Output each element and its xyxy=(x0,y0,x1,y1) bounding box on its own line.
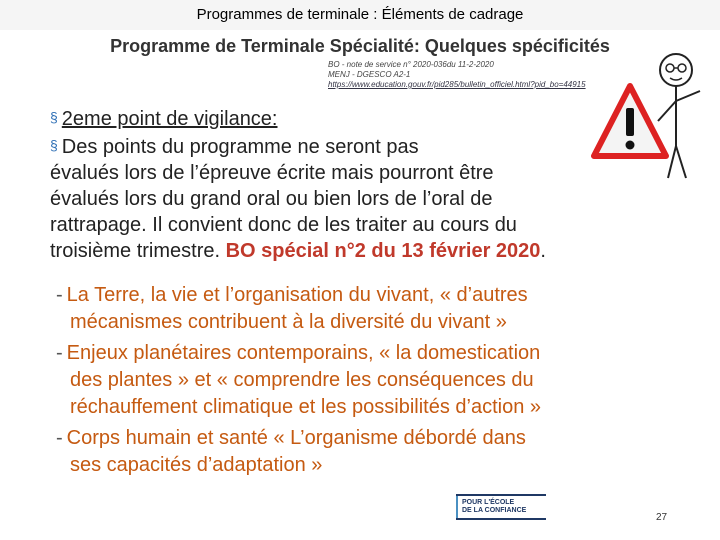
intro-line: évalués lors du grand oral ou bien lors de l’oral de xyxy=(50,188,493,210)
list-item xyxy=(56,282,686,336)
intro-first: Des points du programme ne seront pas xyxy=(61,136,419,158)
item-line: réchauffement climatique et les possibilités d’action » xyxy=(70,396,541,418)
theme-list xyxy=(56,278,686,479)
item-line: Corps humain et santé « L’organisme débordé dans xyxy=(66,427,526,449)
item-line: Enjeux planétaires contemporains, « la domestication xyxy=(66,342,541,364)
slide-title: Programme de Terminale Spécialité: Quelques spécificités xyxy=(110,36,610,56)
list-item xyxy=(56,425,686,479)
vigilance-heading xyxy=(50,104,680,132)
top-title-bar xyxy=(0,0,720,30)
intro-line: rattrapage. Il convient donc de les traiter au cours du xyxy=(50,214,517,236)
main-text-block xyxy=(50,104,680,264)
intro-last-prefix: troisième trimestre. xyxy=(50,240,221,262)
ecole-confiance-logo xyxy=(456,494,546,525)
bullet-square-icon: § xyxy=(50,109,58,125)
bo-reference-block xyxy=(328,60,598,90)
dash-marker: - xyxy=(56,427,63,449)
item-line: ses capacités d’adaptation » xyxy=(70,454,323,476)
item-line: mécanismes contribuent à la diversité du vivant » xyxy=(70,311,507,333)
reference-line-1: BO - note de service n° 2020-036du 11-2-2020 xyxy=(328,60,494,69)
bullet-square-icon: § xyxy=(50,137,58,153)
dash-marker: - xyxy=(56,342,63,364)
page-number: 27 xyxy=(656,512,668,523)
intro-last-line xyxy=(50,238,660,264)
intro-last-suffix: . xyxy=(540,240,546,262)
intro-line: évalués lors de l’épreuve écrite mais pourront être xyxy=(50,162,494,184)
dash-marker: - xyxy=(56,284,63,306)
top-title: Programmes de terminale : Éléments de cadrage xyxy=(196,6,524,23)
bo-reference-highlight: BO spécial n°2 du 13 février 2020 xyxy=(225,240,541,262)
intro-paragraph xyxy=(50,132,660,264)
item-line: La Terre, la vie et l’organisation du vivant, « d’autres xyxy=(66,284,528,306)
reference-link[interactable]: https://www.education.gouv.fr/pid285/bulletin_officiel.html?pid_bo=44915 xyxy=(328,80,586,89)
logo-line-2: DE LA CONFIANCE xyxy=(462,507,527,514)
reference-line-2: MENJ - DGESCO A2-1 xyxy=(328,70,411,79)
vigilance-label: 2eme point de vigilance: xyxy=(61,108,278,130)
list-item xyxy=(56,340,686,421)
intro-first-line xyxy=(50,132,660,160)
logo-line-1: POUR L'ÉCOLE xyxy=(462,499,515,506)
item-line: des plantes » et « comprendre les conséquences du xyxy=(70,369,534,391)
